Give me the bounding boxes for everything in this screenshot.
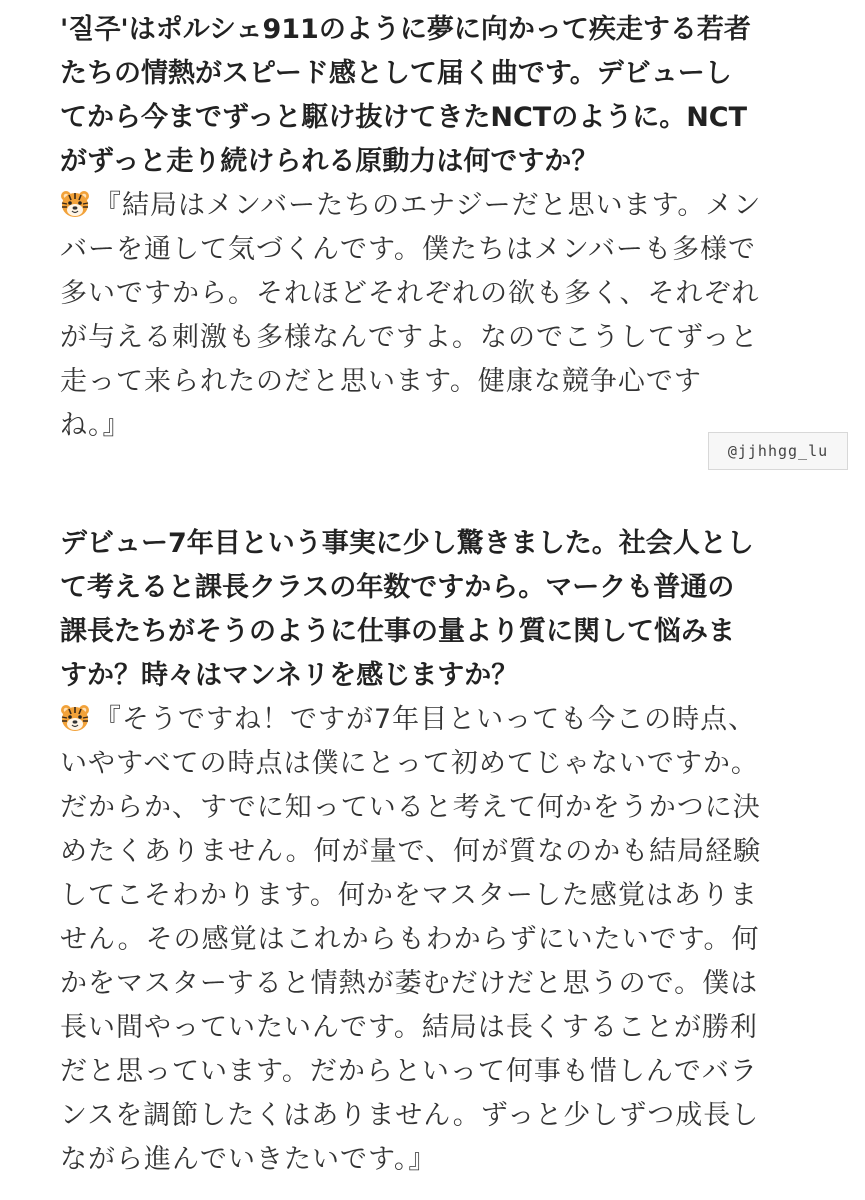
question-1-line: てから今までずっと駆け抜けてきたNCTのように。NCT <box>60 102 748 133</box>
answer-2-line: せん。その感覚はこれからもわからずにいたいです。何 <box>60 924 760 955</box>
question-2-line: デビュー7年目という事実に少し驚きました。社会人とし <box>60 528 754 559</box>
answer-1-line-first <box>60 184 761 228</box>
answer-2-line: してこそわかります。何かをマスターした感覚はありま <box>60 880 758 911</box>
answer-2-line: 長い間やっていたいんです。結局は長くすることが勝利 <box>60 1012 758 1043</box>
question-2 <box>60 522 754 698</box>
question-2-line: 課長たちがそうのように仕事の量より質に関して悩みま <box>60 616 735 647</box>
answer-2-line: だからか、すでに知っていると考えて何かをうかつに決 <box>60 792 761 823</box>
answer-2-line: 『そうですね！ですが7年目といっても今この時点、 <box>94 704 757 735</box>
watermark-label: @jjhhgg_lu <box>708 432 848 470</box>
answer-1-line: 『結局はメンバーたちのエナジーだと思います。メン <box>94 190 762 221</box>
answer-1-line: 走って来られたのだと思います。健康な競争心です <box>60 366 702 397</box>
question-2-line: て考えると課長クラスの年数ですから。マークも普通の <box>60 572 735 603</box>
answer-2-line: だと思っています。だからといって何事も惜しんでバラ <box>60 1056 758 1087</box>
answer-1-line: 多いですから。それほどそれぞれの欲も多く、それぞれ <box>60 278 760 309</box>
answer-1-line: バーを通して気づくんです。僕たちはメンバーも多様で <box>60 234 756 265</box>
question-1 <box>60 8 751 184</box>
question-1-line: たちの情熱がスピード感として届く曲です。デビューし <box>60 58 732 89</box>
answer-2-line-first <box>60 698 761 742</box>
question-1-line: がずっと走り続けられる原動力は何ですか？ <box>60 146 599 177</box>
answer-2-line: ンスを調節したくはありません。ずっと少しずつ成長し <box>60 1100 760 1131</box>
answer-2-line: めたくありません。何が量で、何が質なのかも結局経験 <box>60 836 762 867</box>
answer-2-line: かをマスターすると情熱が萎むだけだと思うので。僕は <box>60 968 759 999</box>
answer-1 <box>60 184 761 448</box>
answer-2 <box>60 698 761 1182</box>
answer-1-line: ね。』 <box>60 410 131 441</box>
answer-2-line: ながら進んでいきたいです。』 <box>60 1144 437 1175</box>
tiger-face-icon <box>60 702 90 730</box>
question-2-line: すか？時々はマンネリを感じますか？ <box>60 660 519 691</box>
question-1-line: '질주'はポルシェ911のように夢に向かって疾走する若者 <box>60 14 751 45</box>
answer-1-line: が与える刺激も多様なんですよ。なのでこうしてずっと <box>60 322 759 353</box>
tiger-face-icon <box>60 188 90 216</box>
answer-2-line: いやすべての時点は僕にとって初めてじゃないですか。 <box>60 748 759 779</box>
